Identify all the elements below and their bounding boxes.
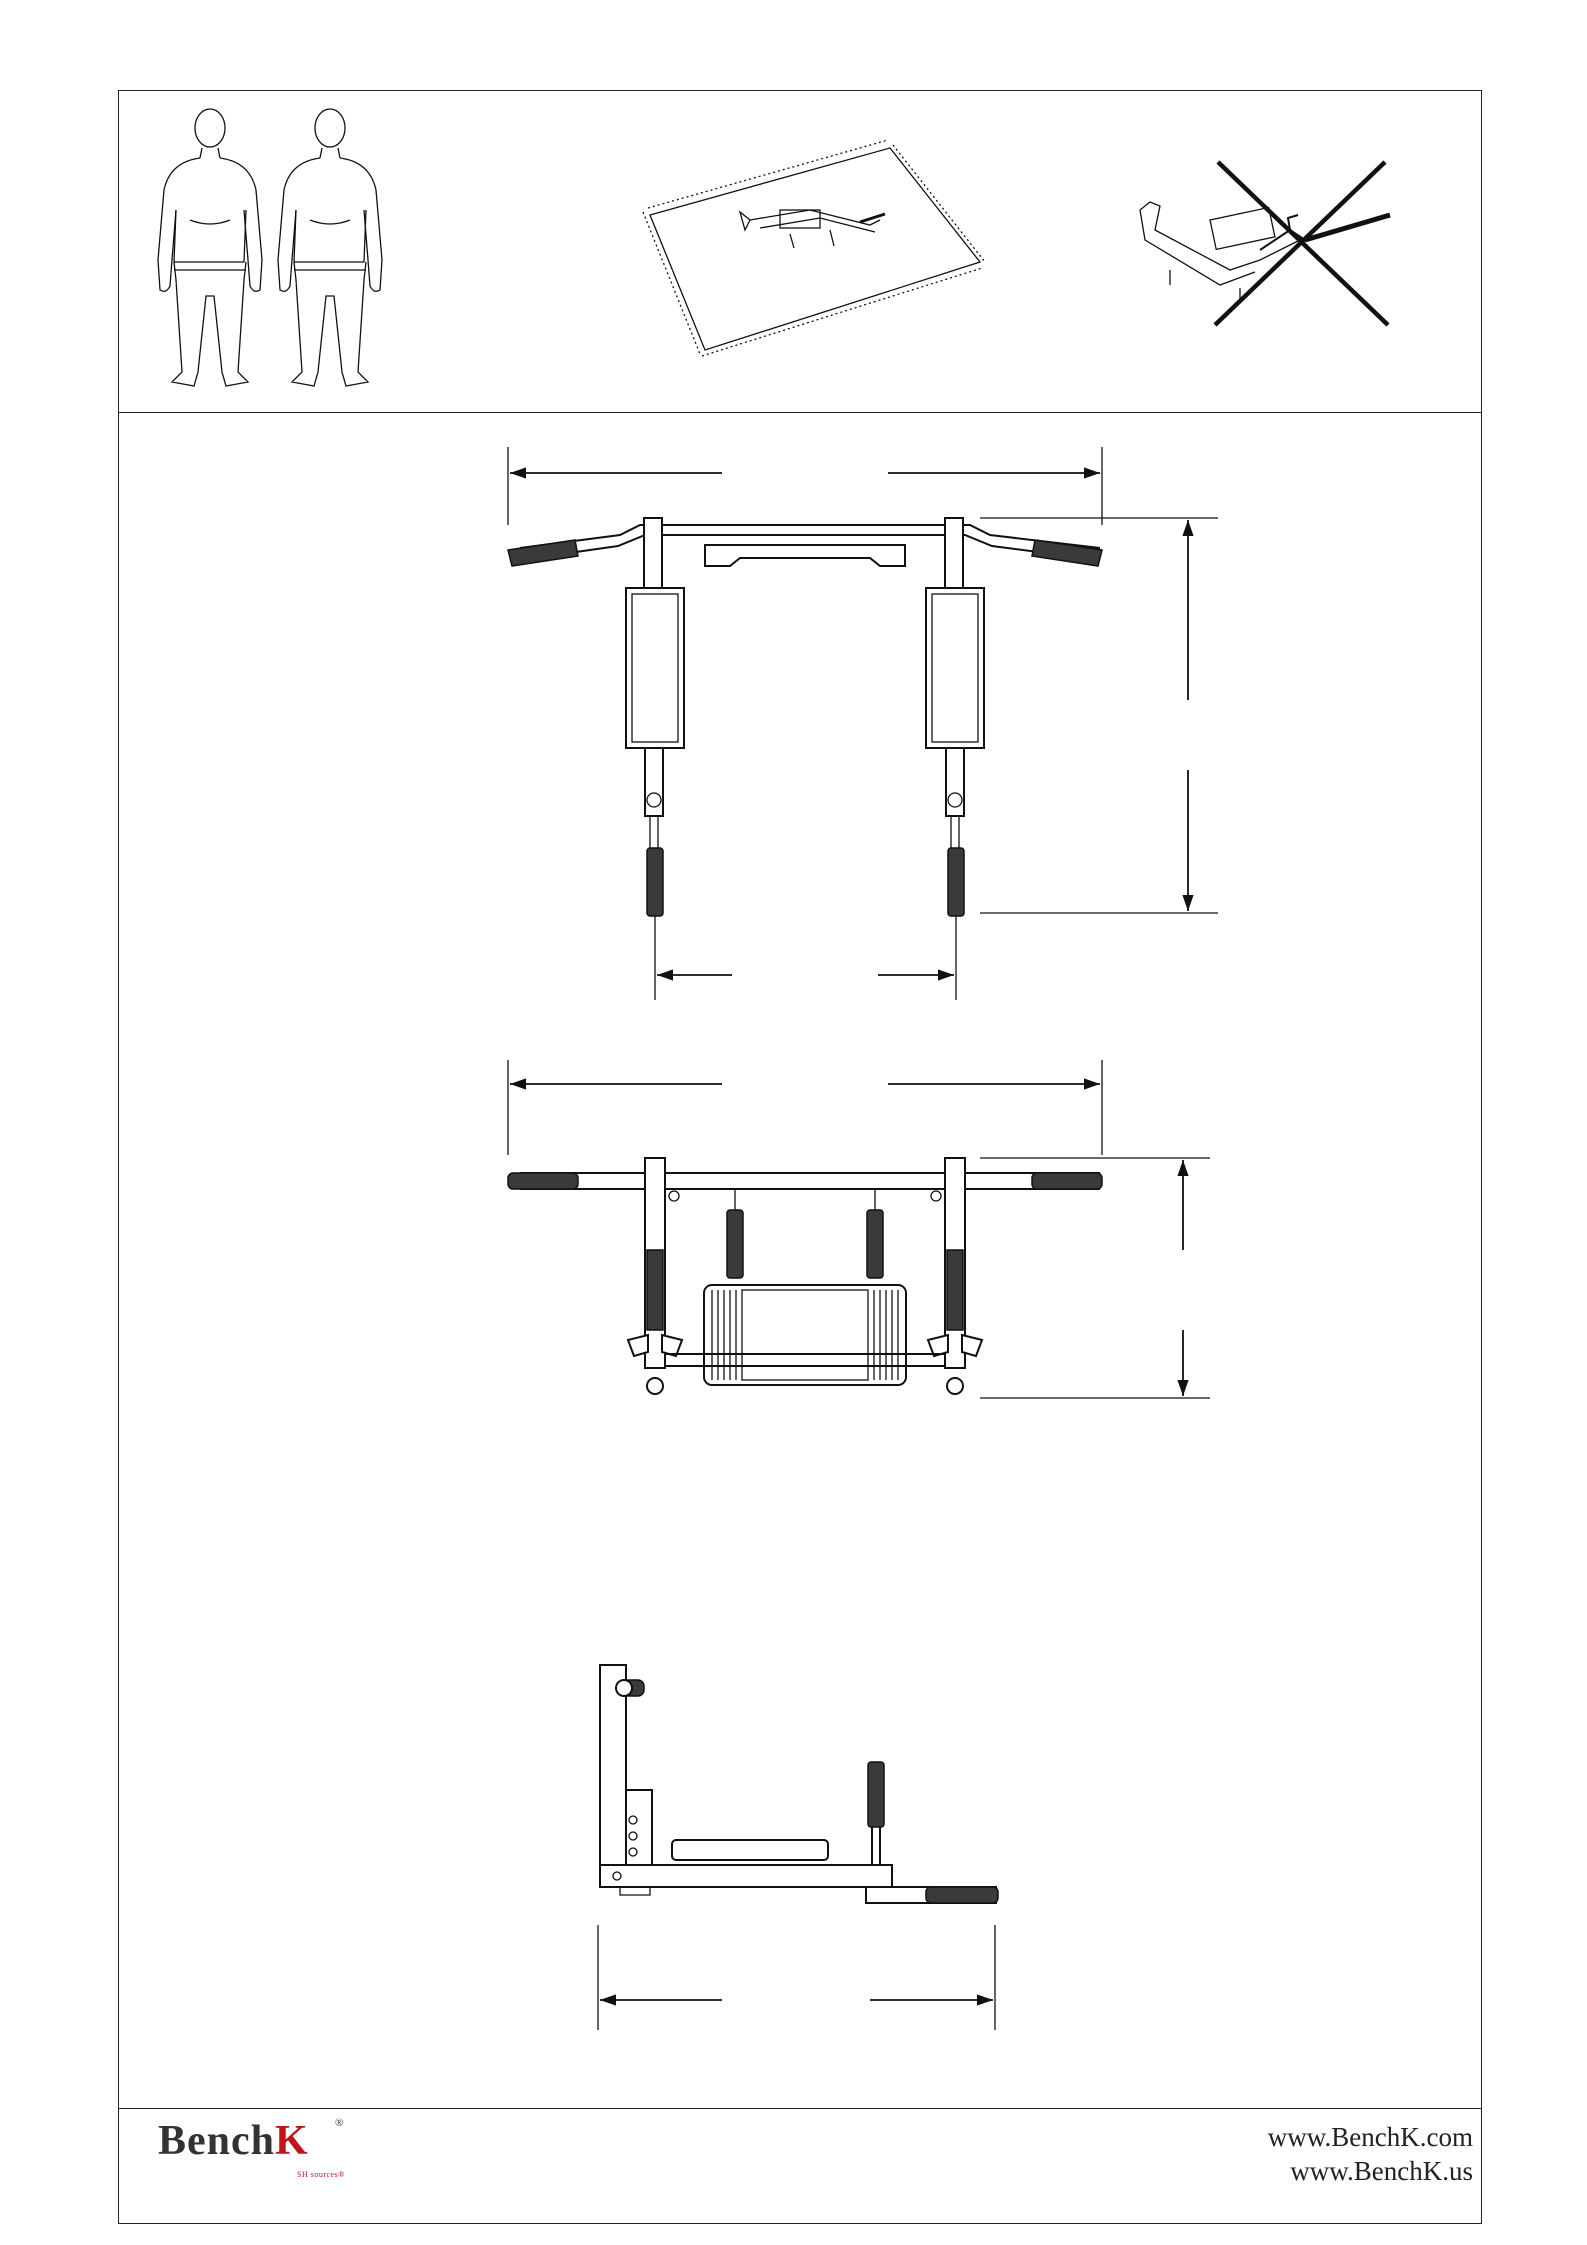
top-view-drawing [508, 1060, 1210, 1398]
brand-tagline: SH sources® [297, 2170, 345, 2179]
protect-floor-mat-icon [643, 140, 985, 356]
side-view-drawing [598, 1665, 998, 2030]
brand-logo [158, 2117, 378, 2185]
website-link-us[interactable]: www.BenchK.us [1290, 2156, 1473, 2186]
website-link-com[interactable]: www.BenchK.com [1267, 2122, 1473, 2152]
two-person-assembly-icon [158, 109, 382, 386]
registered-mark: ® [335, 2117, 344, 2129]
brand-wordmark: BenchK [158, 2118, 309, 2164]
do-not-assemble-on-bare-floor-icon [1140, 162, 1390, 325]
front-view-drawing [508, 447, 1218, 1000]
